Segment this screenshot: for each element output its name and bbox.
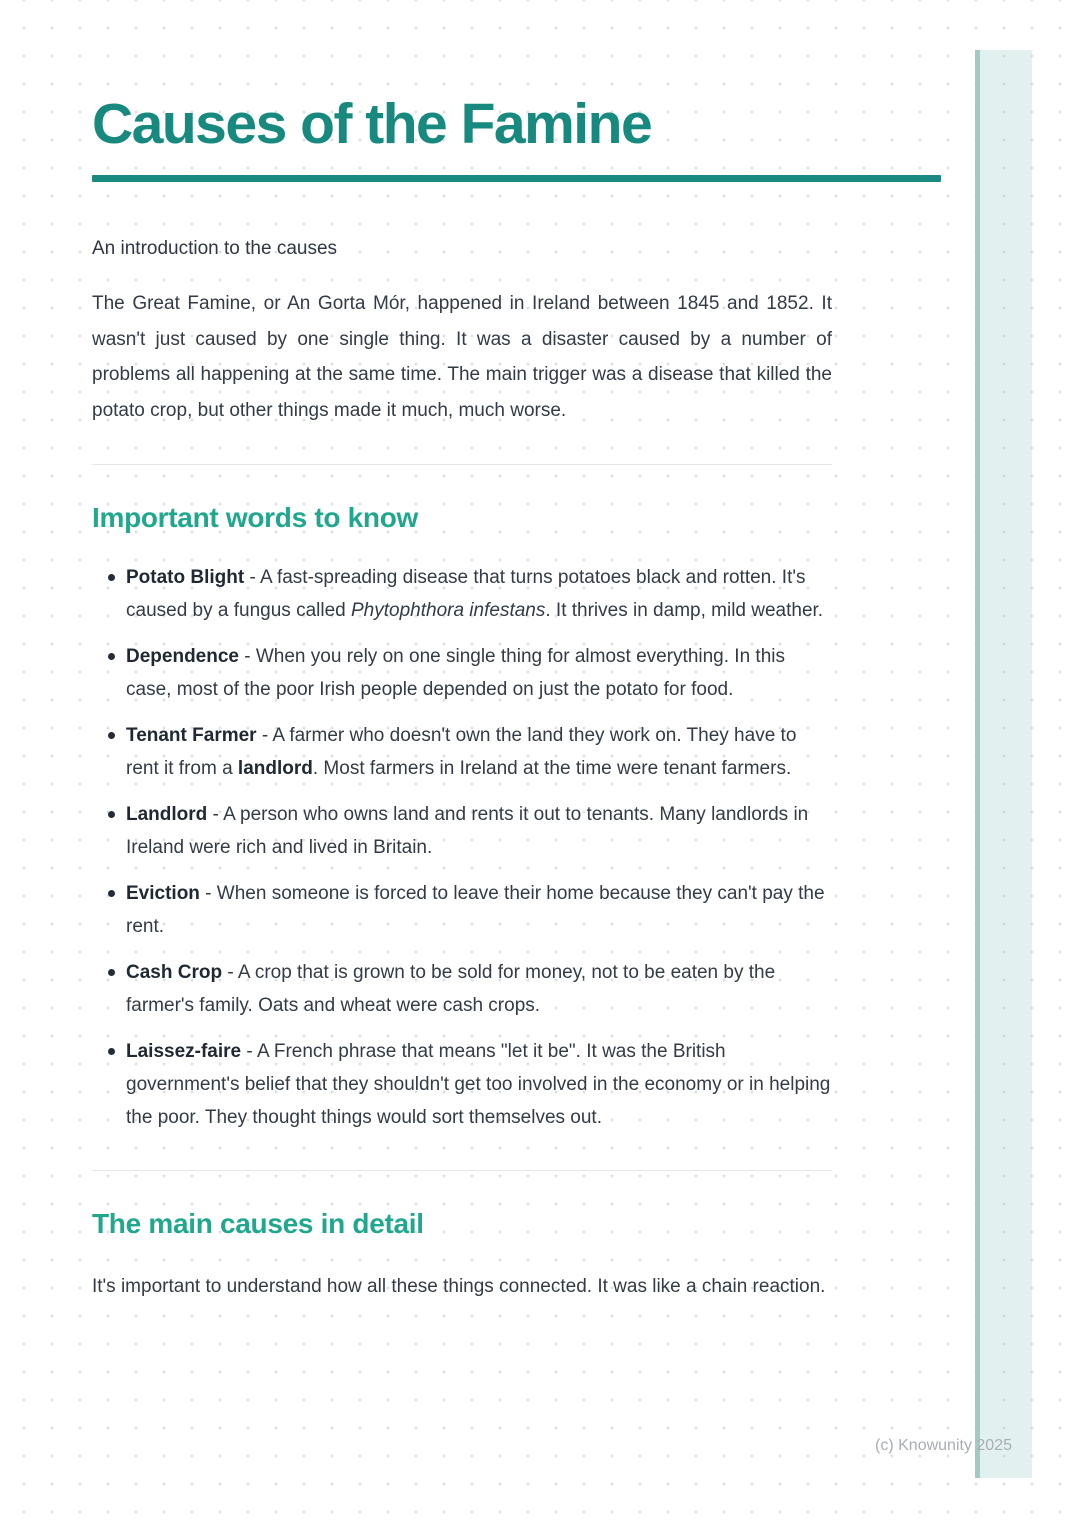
vocab-term: Laissez-faire [126, 1041, 242, 1062]
vocab-definition-segment: . It thrives in damp, mild weather. [545, 600, 824, 621]
document-content [92, 0, 832, 1304]
vocab-item [108, 877, 832, 943]
vocab-item [108, 1035, 832, 1134]
vocab-item [108, 798, 832, 864]
vocab-definition-segment: - A person who owns land and rents it out to tenants. Many landlords in Ireland were rich and lived in Britain. [126, 804, 809, 858]
vocab-item [108, 956, 832, 1022]
vocab-list [92, 561, 832, 1134]
vocab-term: Potato Blight [126, 567, 245, 588]
section-divider [92, 464, 832, 465]
vocab-section-heading: Important words to know [92, 502, 418, 533]
section-divider [92, 1170, 832, 1171]
vocab-definition-segment: . Most farmers in Ireland at the time were tenant farmers. [312, 758, 792, 779]
vocab-item [108, 640, 832, 706]
page-title: Causes of the Famine [92, 92, 652, 156]
detail-section-heading: The main causes in detail [92, 1208, 424, 1239]
vocab-term: Eviction [126, 883, 200, 904]
vocab-definition-segment: - When someone is forced to leave their home because they can't pay the rent. [126, 883, 825, 937]
page-edge-stripe [975, 50, 1032, 1478]
vocab-definition-segment: - When you rely on one single thing for almost everything. In this case, most of the poor Irish people depended on just the potato for food. [126, 646, 785, 700]
vocab-item [108, 561, 832, 627]
page-subtitle: An introduction to the causes [92, 238, 338, 259]
vocab-definition-segment: - A French phrase that means "let it be". It was the British government's belief that they shouldn't get too involved in the economy or in helping the poor. They thought things would sort themselves out. [126, 1041, 831, 1128]
vocab-definition-segment: - A farmer who doesn't own the land they work on. They have to rent it from a [126, 725, 797, 779]
detail-paragraph: It's important to understand how all these things connected. It was like a chain reaction. [92, 1276, 826, 1297]
vocab-item [108, 719, 832, 785]
vocab-definition-segment: - A crop that is grown to be sold for money, not to be eaten by the farmer's family. Oats and wheat were cash crops. [126, 962, 776, 1016]
vocab-term: Landlord [126, 804, 208, 825]
vocab-definition-segment: Phytophthora infestans [351, 600, 546, 621]
vocab-term: Dependence [126, 646, 239, 667]
vocab-term: Tenant Farmer [126, 725, 257, 746]
copyright-watermark: (c) Knowunity 2025 [875, 1437, 1012, 1454]
title-underline-rule [92, 175, 941, 182]
vocab-term: Cash Crop [126, 962, 223, 983]
vocab-definition-segment: landlord [237, 758, 313, 779]
vocab-definition-segment: - A fast-spreading disease that turns potatoes black and rotten. It's caused by a fungus called [126, 567, 806, 621]
intro-paragraph: The Great Famine, or An Gorta Mór, happened in Ireland between 1845 and 1852. It wasn't just caused by one single thing. It was a disaster caused by a number of problems all happening at the same time. The main trigger was a disease that killed the potato crop, but other things made it much, much worse. [92, 293, 832, 421]
